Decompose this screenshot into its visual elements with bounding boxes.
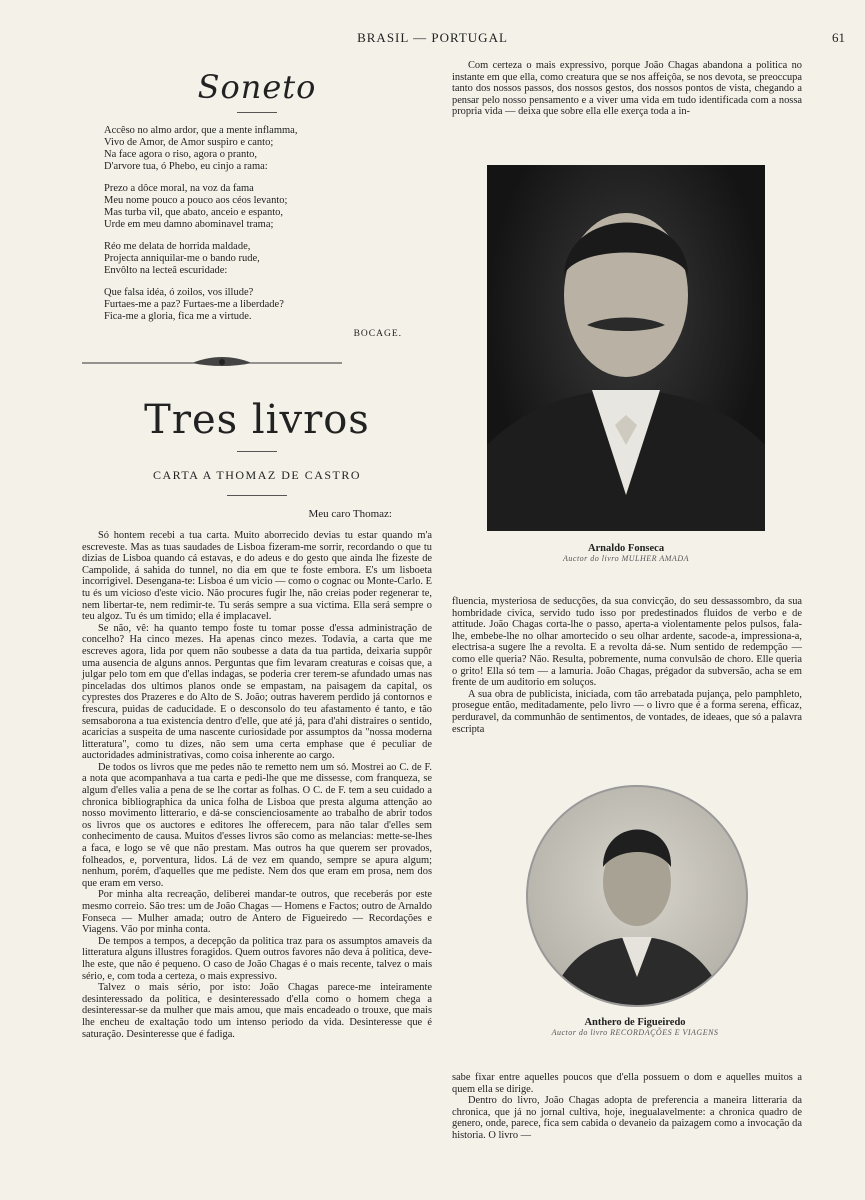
portrait-figure	[487, 165, 765, 531]
paragraph: De tempos a tempos, a decepção da politica traz para os assumptos amaveis da litteratura alguns illustres foragidos. Quem outros favores não deva á politica, deve-lhe este, que não é pequeno. O caso de João Chagas é o mais recente, talvez o mais sério, e, com toda a certeza, o mais expressivo.	[82, 935, 432, 982]
paragraph: Se não, vê: ha quanto tempo foste tu tomar posse d'essa administração de concelho? Ha cinco mezes. Ha apenas cinco mezes. Todavia, a carta que me escreves agora, lida por quem não soubesse a data da tua partida, deixaria suppôr uma ausencia de alguns annos. Perguntas que fim levaram creaturas e coisas que, a julgar pelo tom em que d'ellas indagas, se poderia crer terem-se afundado umas nas pinceladas dos ultimos planos onde se empastam, na paisagem da capital, os cyprestes dos Prazeres e do Alto de S. João; outras haverem perdido já contornos e frescura, puidas de caducidade. E o desconsolo do teu afastamento é tanto, e tão semsaborona a tua existencia dentro d'elle, que até já, para d'ahi distraires o sentido, acaricias a suspeita de uma nascente curiosidade por assumptos da "nossa moderna litteratura", como tu dizes, não sem uma certa emphase que é peculiar de auctoridades administrativas, como coisa inherente ao cargo.	[82, 622, 432, 762]
portrait-caption-2	[526, 1017, 744, 1037]
left-body-text	[82, 530, 432, 1040]
right-middle-text	[452, 596, 802, 735]
right-top-text	[452, 60, 802, 118]
poem-line: Na face agora o riso, agora o pranto,	[104, 149, 258, 160]
paragraph: fluencia, mysteriosa de seducções, da sua convicção, do seu dessassombro, da sua hombridade civica, servido tudo isso por predestinados fluidos de verbo e de attitude. João Chagas corta-lhe o passo, aperta-a violentamente pelos pulsos, fala-lhe, embebe-lhe no olhar amortecido o seu olhar ardente, sacode-a, impressiona-a, electrisa-a sugere lhe a revolta. E a revolta dá-se. Num sentido de redempção — como elle queria? Não. Resulta, pobremente, numa convulsão de choro. Elle queria o grito! Ella só tem — a lamuria. João Chagas, prégador da subversão, acha se em frente de um auditorio em soluços.	[452, 596, 802, 689]
poem-line: Mas turba vil, que abato, anceio e espanto,	[104, 207, 284, 218]
poem-line: Prezo a dôce moral, na voz da fama	[104, 183, 254, 194]
paragraph: Por minha alta recreação, deliberei mandar-te outros, que receberás por este mesmo correio. São tres: um de João Chagas — Homens e Factos; outro de Arnaldo Fonseca — Mulher amada; outro de Antero de Figueiredo — Recordações e Viagens. Vão por minha conta.	[82, 889, 432, 936]
portrait-subtitle: Auctor do livro MULHER AMADA	[563, 554, 689, 563]
right-bottom-text	[452, 1072, 802, 1142]
poem-line: Accêso no almo ardor, que a mente inflamma,	[104, 125, 298, 136]
portrait-figure-2	[528, 787, 746, 1005]
poem	[104, 125, 432, 323]
portrait-arnaldo-fonseca	[487, 165, 765, 531]
paragraph: Com certeza o mais expressivo, porque João Chagas abandona a politica no instante em que ella, como creatura que se nos affeiçôa, se nos devota, se preoccupa tanto dos nossos passos, dos nossos gestos, dos nossos pontos de vista, chegando a pensar pelo nosso pensamento e a viver uma vida em tudo identificada com a nossa propria vida — deixa que sobre ella elle exerça toda a in-	[452, 60, 802, 118]
poem-line: Vivo de Amor, de Amor suspiro e canto;	[104, 137, 274, 148]
poem-stanza	[104, 183, 432, 231]
paragraph: Só hontem recebi a tua carta. Muito aborrecido devias tu estar quando m'a escreveste. Mas as tuas saudades de Lisboa fizeram-me sorrir, recordando o que tu dizias de Lisboa quando cá estavas, e do adeus e do gesto que ainda lhe fizeste de Campolide, á sahida do tunnel, no dia em que te foste embora. E's um lisboeta incorrigivel. Desengana-te: Lisboa é um vicio — como o cognac ou Monte-Carlo. E tu és um vicioso d'este vicio. Não procures fugir lhe, não creias poder regenerar te, nem libertar-te, nem redimir-te. Tu serás sempre a sua victima. Ella será sempre o teu algoz. Tu és um timido; ella é implacavel.	[82, 530, 432, 623]
poem-line: Projecta anniquilar-me o bando rude,	[104, 253, 260, 264]
poem-line: D'arvore tua, ó Phebo, eu cinjo a rama:	[104, 161, 268, 172]
left-column	[82, 60, 432, 1040]
poem-stanza	[104, 241, 432, 277]
soneto-title: Soneto	[197, 68, 317, 106]
paragraph: sabe fixar entre aquelles poucos que d'ella possuem o dom e aquelles muitos a quem ella se dirige.	[452, 1072, 802, 1095]
portrait-name: Arnaldo Fonseca	[587, 543, 665, 554]
poem-stanza	[104, 125, 432, 173]
poem-line: Meu nome pouco a pouco aos céos levanto;	[104, 195, 288, 206]
poem-author: BOCAGE.	[353, 329, 402, 339]
paragraph: De todos os livros que me pedes não te remetto nem um só. Mostrei ao C. de F. a nota que acompanhava a tua carta e pedi-lhe que me dissesse, com franqueza, se algum d'elles valia a pena de se lhe cortar as folhas. O C. de F. tem a seu cuidado a chronica bibliographica da unica folha de Lisboa que presta alguma attenção ao nosso movimento litterario, e dá-se conscienciosamente ao trabalho de abrir todos os livros que os auctores e editores lhe offerecem, para não talar d'elles sem conhecimento de causa. Muitos d'esses livros são como as melancias: mette-se-lhes a faca, e logo se vê que não prestam. Mas outros ha que querem ser provados, folheados, e, porventura, lidos. Lá de vez em quando, sempre se apura algum; nenhum, porém, d'aquelles que me pediste. Nem dos que eram em prosa, nem dos que eram em verso.	[82, 761, 432, 889]
portrait-name: Anthero de Figueiredo	[584, 1017, 686, 1028]
poem-line: Urde em meu damno abominavel trama;	[104, 219, 274, 230]
portrait-anthero-de-figueiredo	[526, 785, 748, 1007]
salutation: Meu caro Thomaz:	[308, 508, 392, 520]
quill-ornament	[82, 355, 342, 369]
poem-line: Fica-me a gloria, fica me a virtude.	[104, 311, 252, 322]
article-subtitle: CARTA A THOMAZ DE CASTRO	[152, 468, 362, 482]
poem-line: Envôlto na lecteâ escuridade:	[104, 265, 228, 276]
title-rule-2	[237, 451, 277, 452]
paragraph: Dentro do livro, João Chagas adopta de preferencia a maneira litteraria da chronica, que já no jornal cultiva, hoje, inegualavelmente: a chronica quadro de genero, onde, parece, fica sem cabida o devaneio da paizagem como a invocação da historia. O livro —	[452, 1095, 802, 1141]
portrait-caption-1	[487, 543, 765, 563]
portrait-subtitle: Auctor do livro RECORDAÇÕES E VIAGENS	[551, 1028, 719, 1037]
page-number: 61	[832, 30, 845, 45]
title-rule	[237, 112, 277, 113]
paragraph: A sua obra de publicista, iniciada, com tão arrebatada pujança, pelo pamphleto, prosegue então, meditadamente, pelo livro — o livro que é a forma serena, efficaz, perduravel, da communhão de sentimentos, de vontades, de ideaes, que só a palavra escripta	[452, 688, 802, 735]
article-title: Tres livros	[144, 397, 370, 443]
poem-stanza	[104, 287, 432, 323]
subtitle-rule	[227, 495, 287, 496]
paragraph: Talvez o mais sério, por isto: João Chagas parece-me inteiramente desinteressado da politica, e desinteressado d'ella como o homem chega a desinteressar-se da mulher que mais amou, que mais encadeado o trouxe, que mais lhe encheu de exaltação todo um intenso periodo da vida. Desinteresse que é saturação. Desinteresse que é fadiga.	[82, 982, 432, 1040]
poem-line: Que falsa idéa, ó zoilos, vos illude?	[104, 287, 254, 298]
poem-line: Furtaes-me a paz? Furtaes-me a liberdade?	[104, 299, 284, 310]
poem-line: Réo me delata de horrida maldade,	[104, 241, 251, 252]
page-header: BRASIL — PORTUGAL	[357, 30, 508, 45]
